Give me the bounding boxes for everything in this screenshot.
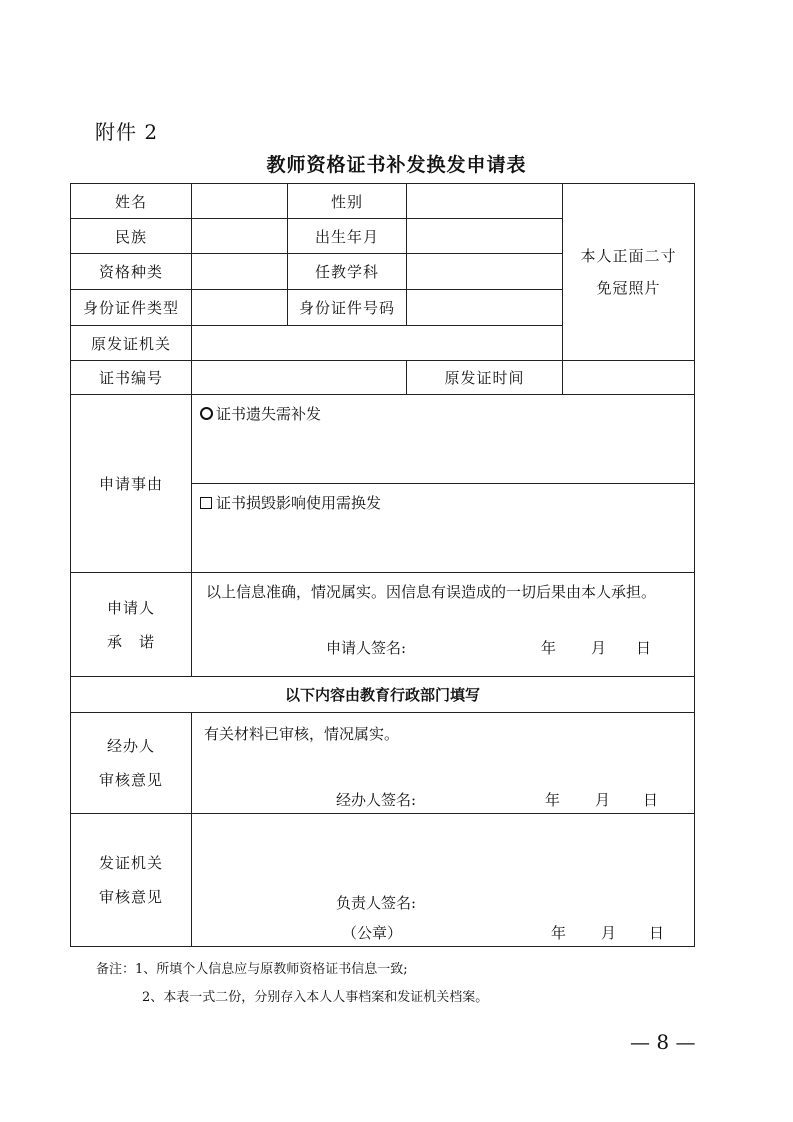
subject-field[interactable]: [407, 254, 563, 290]
applicant-promise-label: [71, 573, 192, 677]
photo-box[interactable]: [563, 184, 695, 361]
promise-text: 以上信息准确，情况属实。因信息有误造成的一切后果由本人承担。: [206, 583, 657, 601]
applicant-day-label: 日: [636, 639, 652, 657]
issuer-day-label: 日: [649, 924, 665, 942]
handler-label-line2: 审核意见: [98, 771, 163, 789]
id-type-label: 身份证件类型: [71, 290, 192, 326]
gender-label: 性别: [288, 184, 407, 219]
original-issue-date-label: 原发证时间: [407, 361, 563, 395]
applicant-year-label: 年: [541, 639, 557, 657]
option-damaged-label: 证书损毁影响使用需换发: [216, 494, 382, 512]
option-damaged-cell[interactable]: [192, 484, 695, 573]
issuer-year-label: 年: [551, 924, 567, 942]
handler-review-cell[interactable]: [192, 713, 695, 814]
gender-field[interactable]: [407, 184, 563, 219]
photo-instruction-line2: 免冠照片: [596, 279, 661, 297]
name-field[interactable]: [192, 184, 288, 219]
option-lost-label: 证书遗失需补发: [216, 405, 322, 423]
promise-label-line1: 申请人: [106, 598, 155, 617]
qualification-type-field[interactable]: [192, 254, 288, 290]
applicant-sign-label: 申请人签名:: [326, 639, 407, 657]
checkbox-icon[interactable]: [200, 497, 212, 509]
id-type-field[interactable]: [192, 290, 288, 326]
original-issuer-label: 原发证机关: [71, 326, 192, 361]
handler-month-label: 月: [595, 791, 611, 809]
handler-sign-label: 经办人签名:: [336, 791, 417, 809]
handler-review-label: [71, 713, 192, 814]
birth-label: 出生年月: [288, 219, 407, 254]
applicant-promise-cell[interactable]: [192, 573, 695, 677]
birth-field[interactable]: [407, 219, 563, 254]
applicant-month-label: 月: [591, 639, 607, 657]
name-label: 姓名: [71, 184, 192, 219]
original-issuer-field[interactable]: [192, 326, 563, 361]
handler-day-label: 日: [643, 791, 659, 809]
qualification-type-label: 资格种类: [71, 254, 192, 290]
certificate-number-label: 证书编号: [71, 361, 192, 395]
remark-line1: 备注：1、所填个人信息应与原教师资格证书信息一致;: [96, 962, 408, 977]
reason-label: 申请事由: [71, 395, 192, 573]
id-number-label: 身份证件号码: [288, 290, 407, 326]
original-issue-date-field[interactable]: [563, 361, 695, 395]
id-number-field[interactable]: [407, 290, 563, 326]
promise-label-line2: 承 诺: [106, 632, 155, 651]
ethnicity-field[interactable]: [192, 219, 288, 254]
option-lost-cell[interactable]: [192, 395, 695, 484]
issuer-review-cell[interactable]: [192, 814, 695, 947]
certificate-number-field[interactable]: [192, 361, 407, 395]
handler-text: 有关材料已审核，情况属实。: [204, 725, 400, 743]
issuer-review-label: [71, 814, 192, 947]
page-number: — 8 —: [630, 1030, 696, 1054]
remark-line2: 2、本表一式二份，分别存入本人人事档案和发证机关档案。: [142, 990, 489, 1005]
application-form-table: [70, 183, 695, 947]
section-header: 以下内容由教育行政部门填写: [71, 677, 695, 713]
official-seal-label: （公章）: [342, 924, 403, 942]
attachment-label: 附件 2: [95, 120, 159, 144]
subject-label: 任教学科: [288, 254, 407, 290]
photo-instruction-line1: 本人正面二寸: [580, 247, 677, 265]
responsible-sign-label: 负责人签名:: [336, 894, 417, 912]
ethnicity-label: 民族: [71, 219, 192, 254]
page-title: 教师资格证书补发换发申请表: [266, 154, 527, 176]
issuer-month-label: 月: [601, 924, 617, 942]
issuer-review-label-line1: 发证机关: [98, 854, 163, 872]
issuer-review-label-line2: 审核意见: [98, 888, 163, 906]
radio-selected-icon[interactable]: [200, 407, 213, 420]
remarks: [96, 956, 488, 1012]
handler-year-label: 年: [545, 791, 561, 809]
handler-label-line1: 经办人: [106, 737, 155, 755]
